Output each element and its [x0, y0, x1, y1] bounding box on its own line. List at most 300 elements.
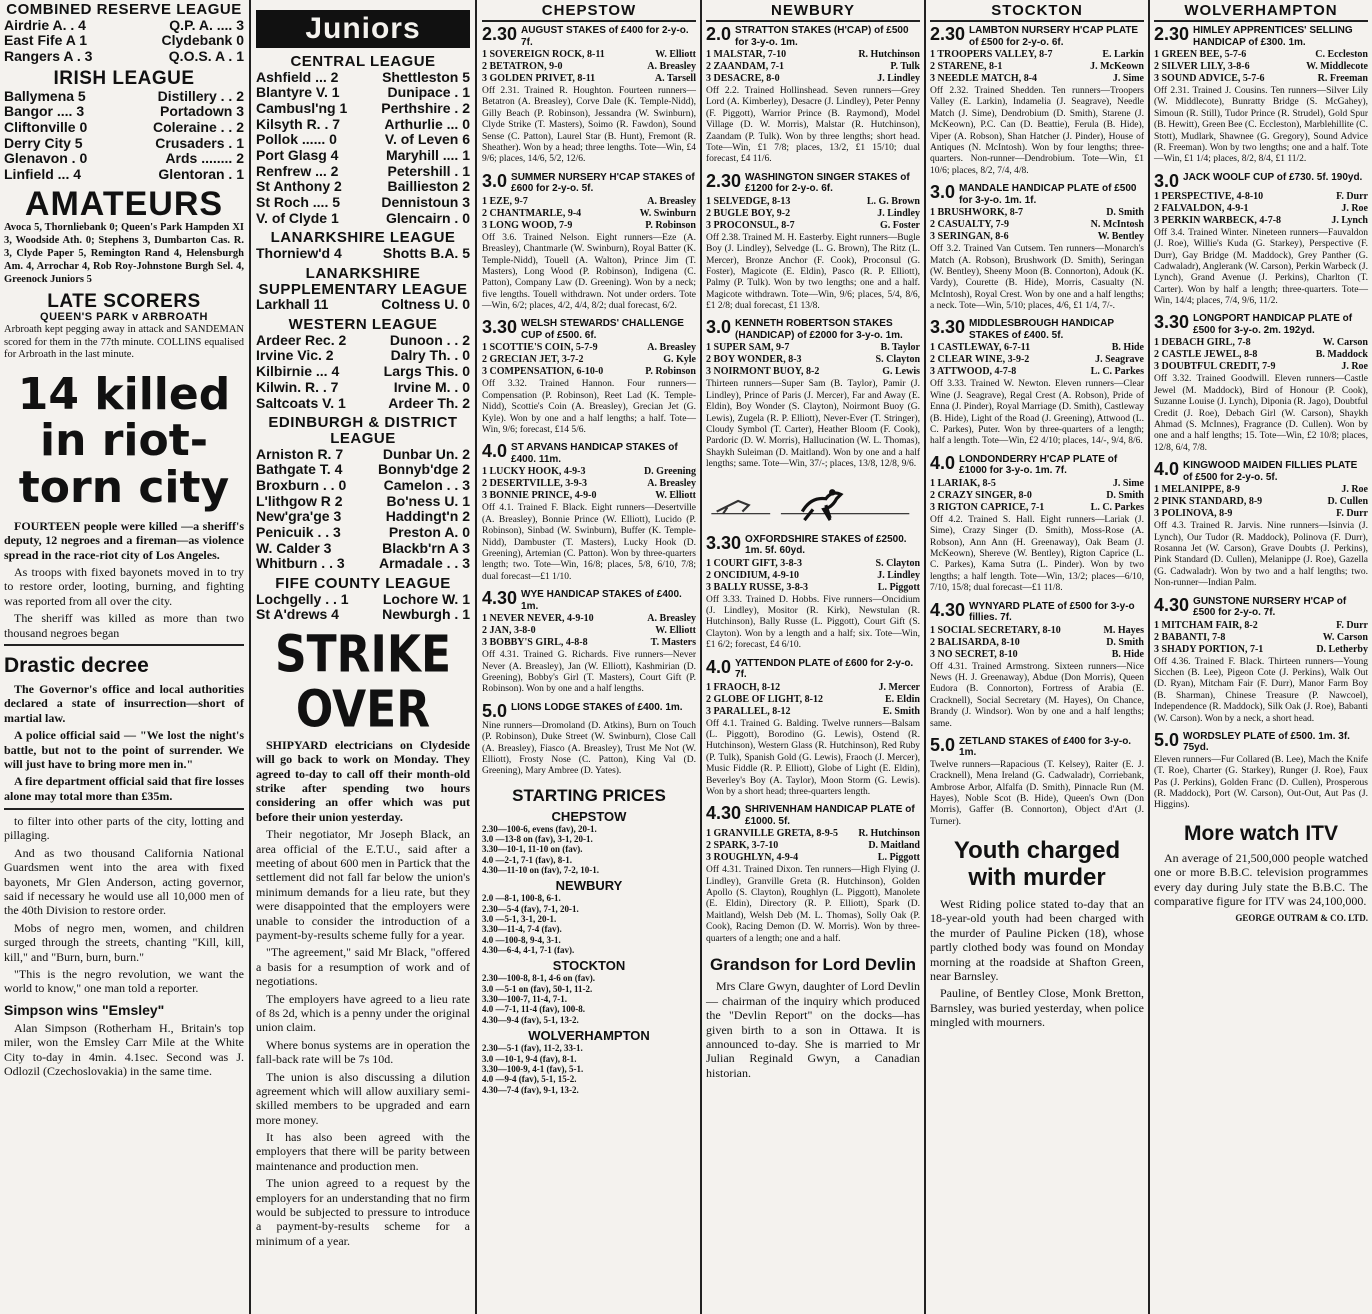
race-details: Off 4.31. Trained Armstrong. Sixteen runners—Nice News (H. J. Greenaway), Abdue (Don Morris), Queen Eudora (B. Connorton), Fortress of Arabia (E. Cracknell), Social Secretary (M. Hayes), On Chance, Brandy (J. Windsor). Won by one and a half lengths; same.	[930, 661, 1144, 729]
race-entry	[1154, 731, 1368, 812]
away-team-score: Coltness U. 0	[381, 296, 470, 313]
course-heading: NEWBURY	[706, 2, 920, 22]
column-stockton	[926, 0, 1148, 1314]
home-team-score: Kilsyth R. . 7	[256, 115, 341, 132]
jockey-name: J. Roe	[1341, 484, 1368, 496]
result-row	[256, 525, 470, 541]
jockey-name: L. C. Parkes	[1090, 366, 1144, 378]
race-details: Nine runners—Dromoland (D. Atkins), Burn on Touch (P. Robinson), Duke Street (W. Swinburn), Close Call (A. Breasley), Fiasco (A. Breasley), Trust Me Not (W. Elliott), Frosty Nose (C. Patton), King Val (D. Greening), Mary Ambree (D. Yates).	[482, 720, 696, 777]
race-placings	[482, 613, 696, 649]
home-team-score: Thorniew'd 4	[256, 245, 342, 262]
horse-name: 2 DESERTVILLE, 3-9-3	[482, 478, 587, 490]
itv-headline: More watch ITV	[1183, 821, 1339, 845]
race-name: YATTENDON PLATE of £600 for 2-y-o. 7f.	[735, 657, 914, 681]
column-newbury	[702, 0, 924, 1314]
away-team-score: Portadown 3	[159, 103, 244, 120]
race-header	[706, 318, 920, 341]
strike-paragraph: The union is also discussing a dilution agreement which will allow auxiliary semi-skilled members to be upgraded and earn more money.	[256, 1069, 470, 1127]
horse-name: 3 PROCONSUL, 8-7	[706, 219, 795, 231]
race-list	[1154, 25, 1368, 812]
result-row	[256, 211, 470, 227]
result-row	[256, 364, 470, 380]
race-details: Off 4.1. Trained F. Black. Eight runners—Desertville (A. Breasley), Bonnie Prince (W. Elliott), Lucido (P. Robinson), Sinbad (W. Swinburn), Buffer (K. Temple-Nidd), Dambuster (T. Masters), Lucky Hook (D. Greening), Artemian (C. Patton). Won by three-quarters length; two. Tote—Win, 16/8; places, 5/8, 6/10, 7/8; dual forecast—£1 1/10.	[482, 503, 696, 582]
race-entry	[1154, 460, 1368, 589]
home-team-score: Bangor .... 3	[4, 103, 85, 120]
placing-line	[706, 208, 920, 220]
result-row	[256, 164, 470, 180]
race-details: Off 3.4. Trained Winter. Nineteen runners—Fauvaldon (J. Roe), Willie's Kuda (G. Starkey), Perspective (F. Durr), Gay Bridge (M. Maddock), Grey Panther (G. Cadwaladr), Anglerank (W. Carson), Perkin Warbeck (J. Lynch), Grand Avenue (J. Perkins), Charlton (T. Carter). Won by half a length; three-quarters. Tote—Win, 14/4; places, 7/4, 9/6, 11/2.	[1154, 227, 1368, 307]
jockey-name: R. Hutchinson	[858, 49, 920, 60]
placing-line	[482, 73, 696, 85]
horse-name: 3 COMPENSATION, 6-10-0	[482, 366, 604, 378]
race-name: WYE HANDICAP STAKES of £400. 1m.	[521, 589, 682, 612]
race-header	[1154, 313, 1368, 336]
placing-line	[1154, 49, 1368, 61]
away-team-score: Haddingt'n 2	[385, 508, 470, 525]
jockey-name: J. Sime	[1112, 477, 1144, 489]
jockey-name: J. Lindley	[877, 569, 920, 581]
race-name: LONDONDERRY H'CAP PLATE of £1000 for 3-y-o. 1m. 7f.	[959, 453, 1118, 477]
placing-line	[1154, 61, 1368, 73]
horse-name: 2 BETATRON, 9-0	[482, 61, 563, 72]
itv-text: An average of 21,500,000 people watched one or more B.B.C. television programmes every day during July state the B.B.C. The comparative figure for ITV was 24,100,000.	[1154, 850, 1368, 909]
result-row	[256, 380, 470, 396]
strike-paragraph: It has also been agreed with the employers that there will be parity between maintenance and production men.	[256, 1130, 470, 1173]
horse-name: 1 EZE, 9-7	[482, 195, 528, 207]
horse-name: 3 ROUGHLYN, 4-9-4	[706, 852, 799, 864]
jockey-name: D. Smith	[1106, 636, 1144, 648]
horse-name: 1 BRUSHWORK, 8-7	[930, 207, 1024, 219]
placing-line	[482, 613, 696, 625]
sp-line: 4.0 —9-4 (fav), 5-1, 15-2.	[482, 1074, 577, 1085]
race-time: 4.0	[482, 441, 508, 462]
late-scorers-heading: LATE SCORERS	[47, 291, 201, 313]
horse-name: 1 COURT GIFT, 3-8-3	[706, 557, 802, 569]
race-details: Off 4.31. Trained Dixon. Ten runners—High Flying (J. Lindley), Granville Greta (R. Hutchinson), Golden Apollo (S. Clayton), Roughlyn (L. Piggott), Manolete (E. Eldin), Directory (R. P. Elliott), Spark (D. Maitland), Welsh Deb (M. L. Thomas), Solly Oak (P. Cook), Racing Demon (D. W. Morris). Won by three-quarters of a length; one and a half.	[706, 865, 920, 944]
placing-line	[706, 840, 920, 852]
race-entry	[706, 658, 920, 799]
horse-name: 1 MALSTAR, 7-10	[706, 49, 787, 60]
home-team-score: W. Calder 3	[256, 539, 332, 556]
sp-course-heading: WOLVERHAMPTON	[528, 1028, 650, 1044]
central-league-results	[256, 70, 470, 227]
horse-name: 1 PERSPECTIVE, 4-8-10	[1154, 190, 1264, 202]
horse-name: 1 SUPER SAM, 9-7	[706, 342, 790, 354]
race-placings	[1154, 191, 1368, 227]
sp-line: 3.30—10-1, 11-10 on (fav).	[482, 844, 583, 855]
result-row	[256, 117, 470, 133]
jockey-name: A. Breasley	[647, 342, 696, 354]
race-placings	[930, 478, 1144, 514]
result-row	[256, 70, 470, 86]
placing-line	[930, 61, 1144, 73]
sp-line: 4.0 —100-8, 9-4, 3-1.	[482, 934, 561, 945]
race-entry	[930, 601, 1144, 730]
jockey-name: B. Hide	[1111, 648, 1144, 660]
placing-line	[482, 354, 696, 366]
jockey-name: L. Piggott	[877, 581, 920, 593]
jockey-name: G. Foster	[880, 219, 920, 231]
jockey-name: D. Cullen	[1327, 496, 1368, 508]
race-time: 4.30	[930, 599, 966, 620]
horse-name: 3 SOUND ADVICE, 5-7-6	[1154, 73, 1265, 84]
jockey-name: T. Masters	[650, 637, 696, 649]
placing-line	[706, 570, 920, 582]
result-row	[4, 49, 244, 65]
jockey-name: S. Clayton	[875, 354, 920, 366]
race-placings	[1154, 484, 1368, 520]
race-header	[482, 589, 696, 612]
jockey-name: D. Maitland	[868, 840, 920, 852]
placing-line	[706, 558, 920, 570]
jockey-name: P. Robinson	[645, 219, 696, 231]
jockey-name: J. Roe	[1341, 361, 1368, 373]
jockey-name: N. McIntosh	[1090, 219, 1144, 231]
sp-line: 3.0 —5-1, 3-1, 20-1.	[482, 914, 557, 925]
result-row	[256, 396, 470, 412]
sp-line: 4.30—9-4 (fav), 5-1, 13-2.	[482, 1014, 579, 1025]
result-row	[4, 89, 244, 105]
placing-line	[930, 366, 1144, 378]
race-placings	[706, 342, 920, 378]
race-header	[930, 25, 1144, 48]
result-row	[256, 297, 470, 313]
race-header	[706, 804, 920, 827]
race-header	[930, 736, 1144, 759]
riot-paragraph: Mobs of negro men, women, and children surged through the streets, chanting "Kill, kill, kill," and "Burn, burn, burn."	[4, 920, 244, 964]
placing-line	[1154, 215, 1368, 227]
placing-line	[1154, 337, 1368, 349]
away-team-score: Blackb'rn A 3	[382, 539, 470, 556]
race-placings	[930, 625, 1144, 661]
away-team-score: Maryhill .... 1	[385, 147, 470, 164]
race-details: Off 3.32. Trained Hannon. Four runners—Compensation (P. Robinson), Reet Lad (K. Temple-Nidd), Scottie's Coin (A. Breasley), Grecian Jet (G. Kyle). Won by one and a half lengths; a half. Tote—Win, 9/6; forecast, £14 5/6.	[482, 379, 696, 436]
race-header	[706, 658, 920, 681]
race-entry	[706, 25, 920, 166]
race-details: Off 4.2. Trained S. Hall. Eight runners—Lariak (J. Sime), Crazy Singer (D. Smith), Moss-Rose (A. Robson), Ann Ann (H. Greenaway), Oak Beam (J. McKeown), Shereve (W. Bentley), Rigton Caprice (L. C. Parkes), Kama Sutra (L. Pinder). Won by two lengths; a half length. Tote—Win, 13/2; places—6/10, 7/10, 15/8; dual forecast—£1 11/8.	[930, 514, 1144, 594]
placing-line	[930, 649, 1144, 661]
race-header	[706, 172, 920, 195]
youth-headline: Youth charged with murder	[953, 837, 1121, 891]
away-team-score: Arthurlie ... 0	[384, 115, 470, 132]
result-row	[256, 101, 470, 117]
race-details: Off 4.31. Trained G. Richards. Five runners—Never Never (A. Breasley), Jan (W. Elliott), Kashmirian (D. Greening), Bobby's Girl (T. Masters), Court Gift (P. Robinson). Won by one and a half lengths.	[482, 650, 696, 695]
race-name: SUMMER NURSERY H'CAP STAKES of £600 for 2-y-o. 5f.	[511, 171, 695, 195]
jockey-name: A. Tarsell	[654, 73, 696, 84]
race-header	[930, 183, 1144, 206]
column-rule	[475, 0, 477, 1314]
result-row	[256, 447, 470, 463]
horse-name: 3 LONG WOOD, 7-9	[482, 219, 573, 231]
horse-name: 1 TROOPERS VALLEY, 8-7	[930, 49, 1053, 60]
result-row	[4, 151, 244, 167]
away-team-score: Lochore W. 1	[382, 590, 470, 607]
riot-paragraph: And as two thousand California National Guardsmen went into the area with fixed bayonets, Mr Glen Anderson, acting governor, said if necessary he would use all 10,000 men of the 40th Division to restore order.	[4, 845, 244, 918]
column-chepstow	[478, 0, 700, 1314]
horse-name: 2 STARENE, 8-1	[930, 61, 1003, 72]
race-entry	[482, 172, 696, 313]
horse-name: 2 CASUALTY, 7-9	[930, 219, 1010, 231]
race-header	[1154, 25, 1368, 48]
race-name: SHRIVENHAM HANDICAP PLATE of £1000. 5f.	[745, 804, 915, 827]
horse-name: 3 SHADY PORTION, 7-1	[1154, 643, 1264, 655]
jockey-name: G. Kyle	[663, 354, 696, 366]
race-details: Off 4.36. Trained F. Black. Thirteen runners—Young Sicchen (B. Lee), Pigeon Cote (J. Perkins), Walk Out (D. Ryan), Mitcham Fair (F. Durr), Manor Farm Boy (B. Sharman), Chinese Treasure (P. Nawcoel), Independence (R. Maddock), Silk Oak (J. Roe), Babanti (W. Carson). Won by a neck, a short head.	[1154, 656, 1368, 724]
sp-line: 3.0 —5-1 on (fav), 50-1, 11-2.	[482, 983, 593, 994]
race-details: Off 3.33. Trained D. Hobbs. Five runners—Oncidium (J. Lindley), Mositor (R. Kirk), Newstulan (R. Hutchinson), Bally Russe (L. Piggott), Court Gift (S. Clayton). Won by a length and a half; six. Tote—Win, £1 6/2; forecast, £4 6/10.	[706, 594, 920, 651]
home-team-score: Ashfield ... 2	[256, 68, 339, 85]
race-name: WYNYARD PLATE of £500 for 3-y-o fillies. 7f.	[969, 600, 1135, 624]
race-time: 3.30	[706, 532, 742, 553]
result-row	[4, 104, 244, 120]
race-header	[1154, 172, 1368, 190]
decree-paragraph: A fire department official said that fire losses alone may total more than £35m.	[4, 774, 244, 803]
race-entry	[706, 534, 920, 652]
horse-name: 2 BOY WONDER, 8-3	[706, 354, 802, 366]
horse-name: 1 LUCKY HOOK, 4-9-3	[482, 466, 586, 478]
horse-name: 2 SPARK, 3-7-10	[706, 840, 779, 852]
sp-line: 2.30—5-1 (fav), 11-2, 33-1.	[482, 1043, 583, 1054]
race-entry	[1154, 313, 1368, 454]
western-league-results	[256, 333, 470, 411]
jockey-name: J. Sime	[1112, 73, 1144, 84]
placing-line	[706, 49, 920, 61]
sp-lines	[482, 893, 696, 955]
race-details: Off 3.32. Trained Goodwill. Eleven runners—Castle Jewel (M. Maddock), Bird of Honour (P. Cook), Suzanne Louise (J. Lynch), Diponia (R. Jago), Doubtful Credit (J. Roe), Debach Girl (W. Carson), Shaykh Ahmad (S. McInnes), Fragrance (D. Cullen). Won by one and a half lengths; 15. Tote—Win, £2 10/8; places, 12/8, 6/4, 7/8.	[1154, 374, 1368, 453]
jockey-name: W. Carson	[1322, 337, 1368, 349]
result-row	[4, 167, 244, 183]
horse-name: 2 CRAZY SINGER, 8-0	[930, 489, 1032, 501]
devlin-headline: Grandson for Lord Devlin	[710, 955, 916, 975]
away-team-score: Dennistoun 3	[381, 194, 470, 211]
away-team-score: Dunbar Un. 2	[382, 445, 470, 462]
race-list	[706, 25, 920, 945]
jockey-name: G. Lewis	[882, 366, 920, 378]
decree-paragraph: The Governor's office and local authorities declared a state of insurrection—short of martial law.	[4, 681, 244, 725]
race-header	[930, 454, 1144, 477]
jockey-name: F. Durr	[1336, 508, 1368, 520]
race-placings	[1154, 49, 1368, 85]
race-time: 2.30	[706, 170, 742, 191]
sp-line: 4.30—11-10 on (fav), 7-2, 10-1.	[482, 865, 599, 876]
race-header	[930, 601, 1144, 624]
away-team-score: Largs This. 0	[383, 363, 470, 380]
race-details: Off 2.2. Trained Hollinshead. Seven runners—Grey Lord (A. Kimberley), Desacre (J. Lindley), Peter Penny (F. Piggott), Warrior Prince (B. Raymond), Model Village (D. W. Morris), Malstar (R. Hutchinson), Zaandam (P. Tulk). Won by three lengths; short head. Tote—Win, £1 7/8; places, 13/2, £1 15/10; dual forecast, £4 11/6.	[706, 86, 920, 165]
horse-name: 3 BALLY RUSSE, 3-8-3	[706, 581, 809, 593]
race-name: AUGUST STAKES of £400 for 2-y-o. 7f.	[521, 25, 689, 48]
jockey-name: A. Breasley	[647, 613, 696, 625]
home-team-score: Bathgate T. 4	[256, 461, 343, 478]
decree-paragraph: A police official said — "We lost the night's battle, but not to the point of surrender. We will just have to bring more men in."	[4, 728, 244, 771]
away-team-score: Armadale . . 3	[378, 555, 470, 572]
home-team-score: Blantyre V. 1	[256, 84, 340, 101]
strike-paragraph: Their negotiator, Mr Joseph Black, an area official of the E.T.U., said after a meeting of about 600 men in Partick that the settlement did not fall far below the union's minimum demands for a lieu rate, but they were disappointed that the employers were unable to consider the introduction of a payment-by-results scheme fully for a year.	[256, 827, 470, 942]
result-row	[256, 179, 470, 195]
home-team-score: Ardeer Rec. 2	[256, 331, 347, 348]
race-time: 3.0	[1154, 170, 1180, 191]
race-placings	[706, 196, 920, 232]
horse-name: 2 BALISARDA, 8-10	[930, 636, 1020, 648]
jockey-name: S. Clayton	[875, 557, 920, 569]
home-team-score: Ballymena 5	[4, 87, 86, 104]
result-row	[256, 556, 470, 572]
jockey-name: D. Smith	[1106, 207, 1144, 219]
home-team-score: Kilwin. R. . 7	[256, 378, 339, 395]
strike-paragraph: The union agreed to a request by the employers for an understanding that no firm would be subjected to pressure to introduce a payment-by-results scheme for a minimum of a year.	[256, 1176, 470, 1248]
horse-name: 2 JAN, 3-8-0	[482, 625, 536, 637]
race-placings	[706, 828, 920, 864]
sp-course-heading: STOCKTON	[552, 958, 626, 974]
jockey-name: R. Freeman	[1317, 73, 1368, 84]
placing-line	[706, 682, 920, 694]
column-football-news	[0, 0, 248, 1314]
horse-name: 2 GRECIAN JET, 3-7-2	[482, 354, 584, 366]
race-details: Off 4.3. Trained R. Jarvis. Nine runners—Isinvia (J. Lynch), Our Tudor (R. Maddock), Polinova (F. Durr), Rosanna Jet (W. Carson), Grave Doubts (J. Perkins), Pink Standard (D. Cullen), Melanippe (J. Roe), Gazella (G. Cadwaladr). Won by two and a half lengths; two. Non-runner—Indian Palm.	[1154, 521, 1368, 589]
jockey-name: L. C. Parkes	[1090, 501, 1144, 513]
devlin-text: Mrs Clare Gwyn, daughter of Lord Devlin — chairman of the inquiry which produced the "Devlin Report" on the docks—has given birth to a son in Ottawa. It is announced to-day. She is married to Mr Julian Reginald Gwyn, a Canadian historian.	[706, 979, 920, 1080]
race-time: 3.0	[482, 170, 508, 191]
horse-name: 3 SERINGAN, 8-6	[930, 231, 1009, 243]
home-team-score: V. of Clyde 1	[256, 209, 339, 226]
jockey-name: F. Durr	[1336, 619, 1368, 631]
race-name: ST ARVANS HANDICAP STAKES of £400. 11m.	[511, 442, 678, 465]
jockey-name: W. Elliott	[655, 625, 696, 637]
race-header	[482, 172, 696, 195]
sp-line: 3.30—100-9, 4-1 (fav), 5-1.	[482, 1063, 584, 1074]
decree-subheading: Drastic decree	[4, 653, 149, 677]
jockey-name: P. Tulk	[890, 61, 920, 72]
away-team-score: Dunoon . . 2	[389, 331, 470, 348]
placing-line	[930, 231, 1144, 243]
result-row	[256, 246, 470, 262]
juniors-heading: Juniors	[256, 10, 470, 48]
horse-name: 2 CASTLE JEWEL, 8-8	[1154, 349, 1258, 361]
column-rule	[249, 0, 251, 1314]
horse-name: 3 BOBBY'S GIRL, 4-8-8	[482, 637, 588, 649]
jockey-name: A. Breasley	[647, 478, 696, 490]
horse-name: 3 DESACRE, 8-0	[706, 73, 780, 84]
placing-line	[706, 582, 920, 594]
home-team-score: Airdrie A. . 4	[4, 16, 86, 33]
horse-name: 2 FALVALDON, 4-9-1	[1154, 202, 1249, 214]
race-time: 3.0	[706, 317, 732, 338]
horse-name: 1 SOVEREIGN ROCK, 8-11	[482, 49, 605, 60]
jockey-name: E. Smith	[882, 705, 920, 717]
race-name: ZETLAND STAKES of £400 for 3-y-o. 1m.	[959, 735, 1132, 759]
amateurs-heading: AMATEURS	[24, 184, 224, 223]
race-entry	[706, 318, 920, 470]
race-details: Off 3.33. Trained W. Newton. Eleven runners—Clear Wine (J. Seagrave), Regal Crest (A. Robson), Pride of Enna (J. Pinder), Royal Marriage (D. Smith), Castleway (B. Hide), Light of the Road (J. Greening), Attwood (L. C. Parkes), Puter. Won by three-quarters of a length; half a length. Tote—Win, £2 4/10; places, 14/-, 9/4, 8/6.	[930, 379, 1144, 447]
placing-line	[930, 49, 1144, 61]
result-row	[256, 509, 470, 525]
result-row	[256, 333, 470, 349]
horse-name: 2 BABANTI, 7-8	[1154, 631, 1226, 643]
placing-line	[1154, 203, 1368, 215]
sp-line: 2.30—100-6, evens (fav), 20-1.	[482, 823, 597, 834]
race-name: LONGPORT HANDICAP PLATE of £500 for 3-y-o. 2m. 192yd.	[1193, 313, 1353, 336]
sp-line: 4.30—7-4 (fav), 9-1, 13-2.	[482, 1084, 579, 1095]
placing-line	[482, 490, 696, 502]
race-entry	[482, 442, 696, 583]
race-header	[1154, 731, 1368, 754]
placing-line	[930, 490, 1144, 502]
race-name: LAMBTON NURSERY H'CAP PLATE of £500 for 2-y-o. 6f.	[969, 25, 1139, 48]
jockey-name: W. Bentley	[1097, 231, 1144, 243]
course-heading: STOCKTON	[930, 2, 1144, 22]
placing-line	[930, 219, 1144, 231]
result-row	[256, 148, 470, 164]
strike-paragraph: "The agreement," said Mr Black, "offered a basis for a resumption of work and of negotiations.	[256, 945, 470, 989]
placing-line	[482, 637, 696, 649]
home-team-score: Irvine Vic. 2	[256, 347, 334, 364]
race-entry	[1154, 596, 1368, 725]
away-team-score: Newburgh . 1	[382, 606, 470, 623]
placing-line	[706, 354, 920, 366]
away-team-score: Bo'ness U. 1	[386, 492, 470, 509]
home-team-score: Broxburn . . 0	[256, 477, 347, 494]
race-time: 2.30	[930, 24, 966, 44]
home-team-score: Cambusl'ng 1	[256, 100, 348, 117]
result-row	[256, 607, 470, 623]
away-team-score: Crusaders . 1	[155, 134, 244, 151]
jockey-name: E. Larkin	[1102, 49, 1144, 60]
starting-prices-list	[482, 809, 696, 1095]
home-team-score: Glenavon . 0	[4, 150, 88, 167]
emsley-text: Alan Simpson (Rotherham H., Britain's top miler, won the Emsley Carr Mile at the White City to-day in 4min. 4.1sec. Second was J. Odlozil (Czechoslovakia) in the same time.	[4, 1020, 244, 1078]
placing-line	[706, 220, 920, 232]
race-time: 3.30	[1154, 312, 1190, 333]
riot-paragraph: FOURTEEN people were killed —a sheriff's deputy, 12 negroes and a fireman—as violence spread in the race-riot city of Los Angeles.	[4, 518, 244, 562]
race-header	[482, 318, 696, 341]
placing-line	[706, 196, 920, 208]
race-time: 4.30	[1154, 594, 1190, 615]
placing-line	[482, 220, 696, 232]
away-team-score: Perthshire . 2	[381, 100, 470, 117]
race-header	[706, 25, 920, 48]
racing-horses-illustration	[706, 481, 920, 525]
horse-name: 3 POLINOVA, 8-9	[1154, 508, 1233, 520]
away-team-score: Ardeer Th. 2	[388, 394, 470, 411]
race-list	[482, 25, 696, 778]
jockey-name: D. Letherby	[1316, 643, 1368, 655]
column-wolverhampton	[1150, 0, 1372, 1314]
away-team-score: Dunipace . 1	[387, 84, 470, 101]
emsley-headline: Simpson wins "Emsley"	[4, 1001, 165, 1018]
away-team-score: Q.O.S. A . 1	[168, 48, 244, 65]
race-time: 4.30	[482, 588, 518, 609]
jockey-name: L. Piggott	[877, 852, 920, 864]
result-row	[256, 132, 470, 148]
irish-league-results	[4, 89, 244, 183]
race-time: 5.0	[930, 734, 956, 755]
placing-line	[482, 625, 696, 637]
race-entry	[930, 183, 1144, 312]
result-row	[256, 592, 470, 608]
sp-line: 3.0 —13-8 on (fav), 3-1, 20-1.	[482, 834, 593, 845]
race-header	[482, 702, 696, 720]
placing-line	[1154, 508, 1368, 520]
placing-line	[706, 366, 920, 378]
placing-line	[930, 502, 1144, 514]
placing-line	[482, 478, 696, 490]
race-name: GUNSTONE NURSERY H'CAP of £500 for 2-y-o. 7f.	[1193, 595, 1347, 619]
away-team-score: Glencairn . 0	[385, 209, 470, 226]
placing-line	[706, 828, 920, 840]
race-entry	[706, 804, 920, 945]
horse-name: 3 DOUBTFUL CREDIT, 7-9	[1154, 361, 1276, 373]
race-entry	[1154, 172, 1368, 308]
home-team-score: Larkhall 11	[256, 296, 329, 313]
